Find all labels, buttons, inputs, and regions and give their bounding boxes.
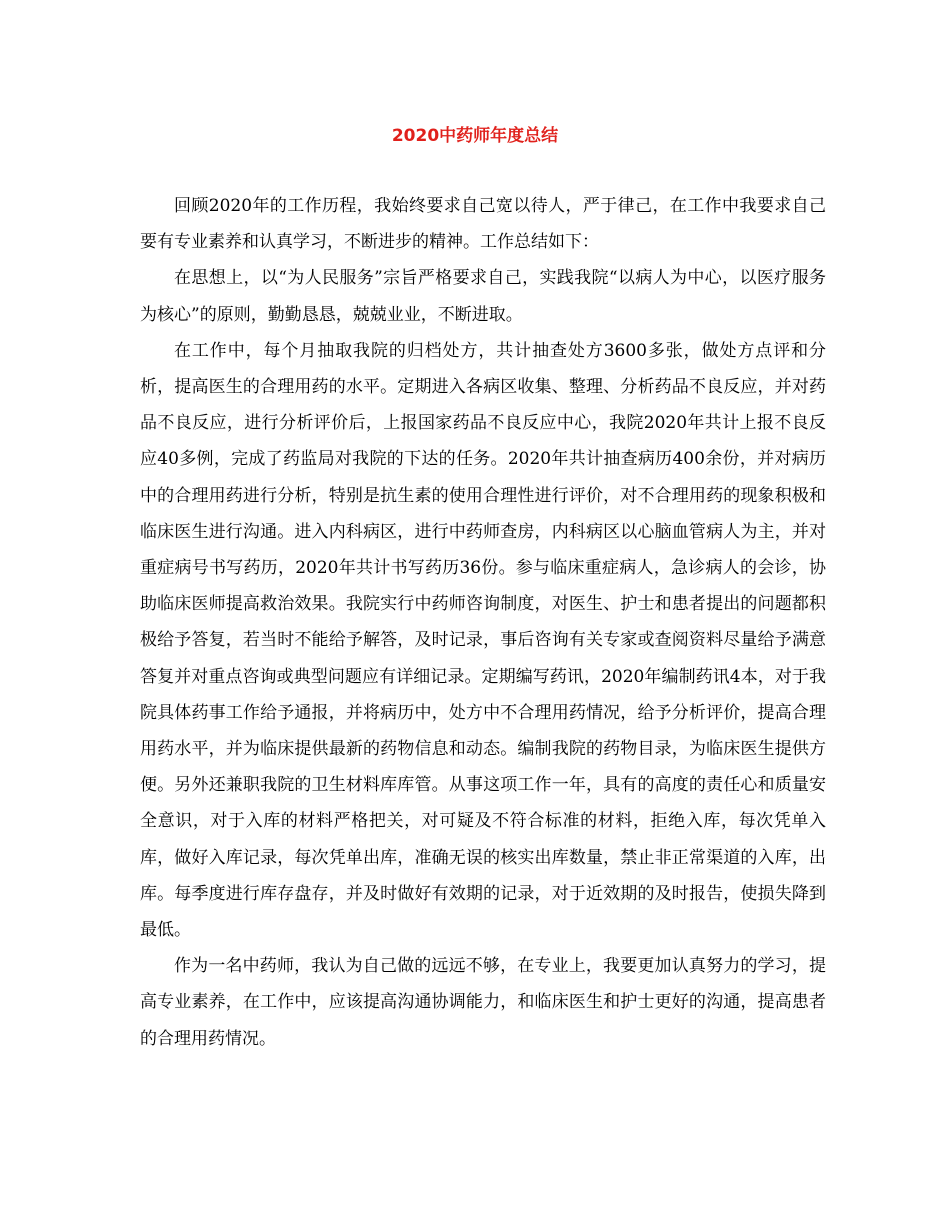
paragraph-thought: 在思想上，以“为人民服务”宗旨严格要求自己，实践我院“以病人为中心，以医疗服务为核心”的原则，勤勤恳恳，兢兢业业，不断进取。 — [140, 268, 826, 325]
paragraph-reflection: 作为一名中药师，我认为自己做的远远不够，在专业上，我要更加认真努力的学习，提高专业素养，在工作中，应该提高沟通协调能力，和临床医生和护士更好的沟通，提高患者的合理用药情况。 — [140, 956, 826, 1049]
paragraph-review: 回顾2020年的工作历程，我始终要求自己宽以待人，严于律己，在工作中我要求自己要有专业素养和认真学习，不断进步的精神。工作总结如下： — [140, 196, 826, 253]
document-body — [140, 188, 826, 1057]
paragraph-work: 在工作中，每个月抽取我院的归档处方，共计抽查处方3600多张，做处方点评和分析，提高医生的合理用药的水平。定期进入各病区收集、整理、分析药品不良反应，并对药品不良反应，进行分析评价后，上报国家药品不良反应中心，我院2020年共计上报不良反应40多例，完成了药监局对我院的下达的任务。2020年共计抽查病历400余份，并对病历中的合理用药进行分析，特别是抗生素的使用合理性进行评价，对不合理用药的现象积极和临床医生进行沟通。进入内科病区，进行中药师查房，内科病区以心脑血管病人为主，并对重症病号书写药历，2020年共计书写药历36份。参与临床重症病人，急诊病人的会诊，协助临床医师提高救治效果。我院实行中药师咨询制度，对医生、护士和患者提出的问题都积极给予答复，若当时不能给予解答，及时记录，事后咨询有关专家或查阅资料尽量给予满意答复并对重点咨询或典型问题应有详细记录。定期编写药讯，2020年编制药讯4本，对于我院具体药事工作给予通报，并将病历中，处方中不合理用药情况，给予分析评价，提高合理用药水平，并为临床提供最新的药物信息和动态。编制我院的药物目录，为临床医生提供方便。另外还兼职我院的卫生材料库库管。从事这项工作一年，具有的高度的责任心和质量安全意识，对于入库的材料严格把关，对可疑及不符合标准的材料，拒绝入库，每次凭单入库，做好入库记录，每次凭单出库，准确无误的核实出库数量，禁止非正常渠道的入库，出库。每季度进行库存盘存，并及时做好有效期的记录，对于近效期的及时报告，使损失降到最低。 — [140, 340, 826, 941]
document-title: 2020中药师年度总结 — [391, 126, 559, 146]
